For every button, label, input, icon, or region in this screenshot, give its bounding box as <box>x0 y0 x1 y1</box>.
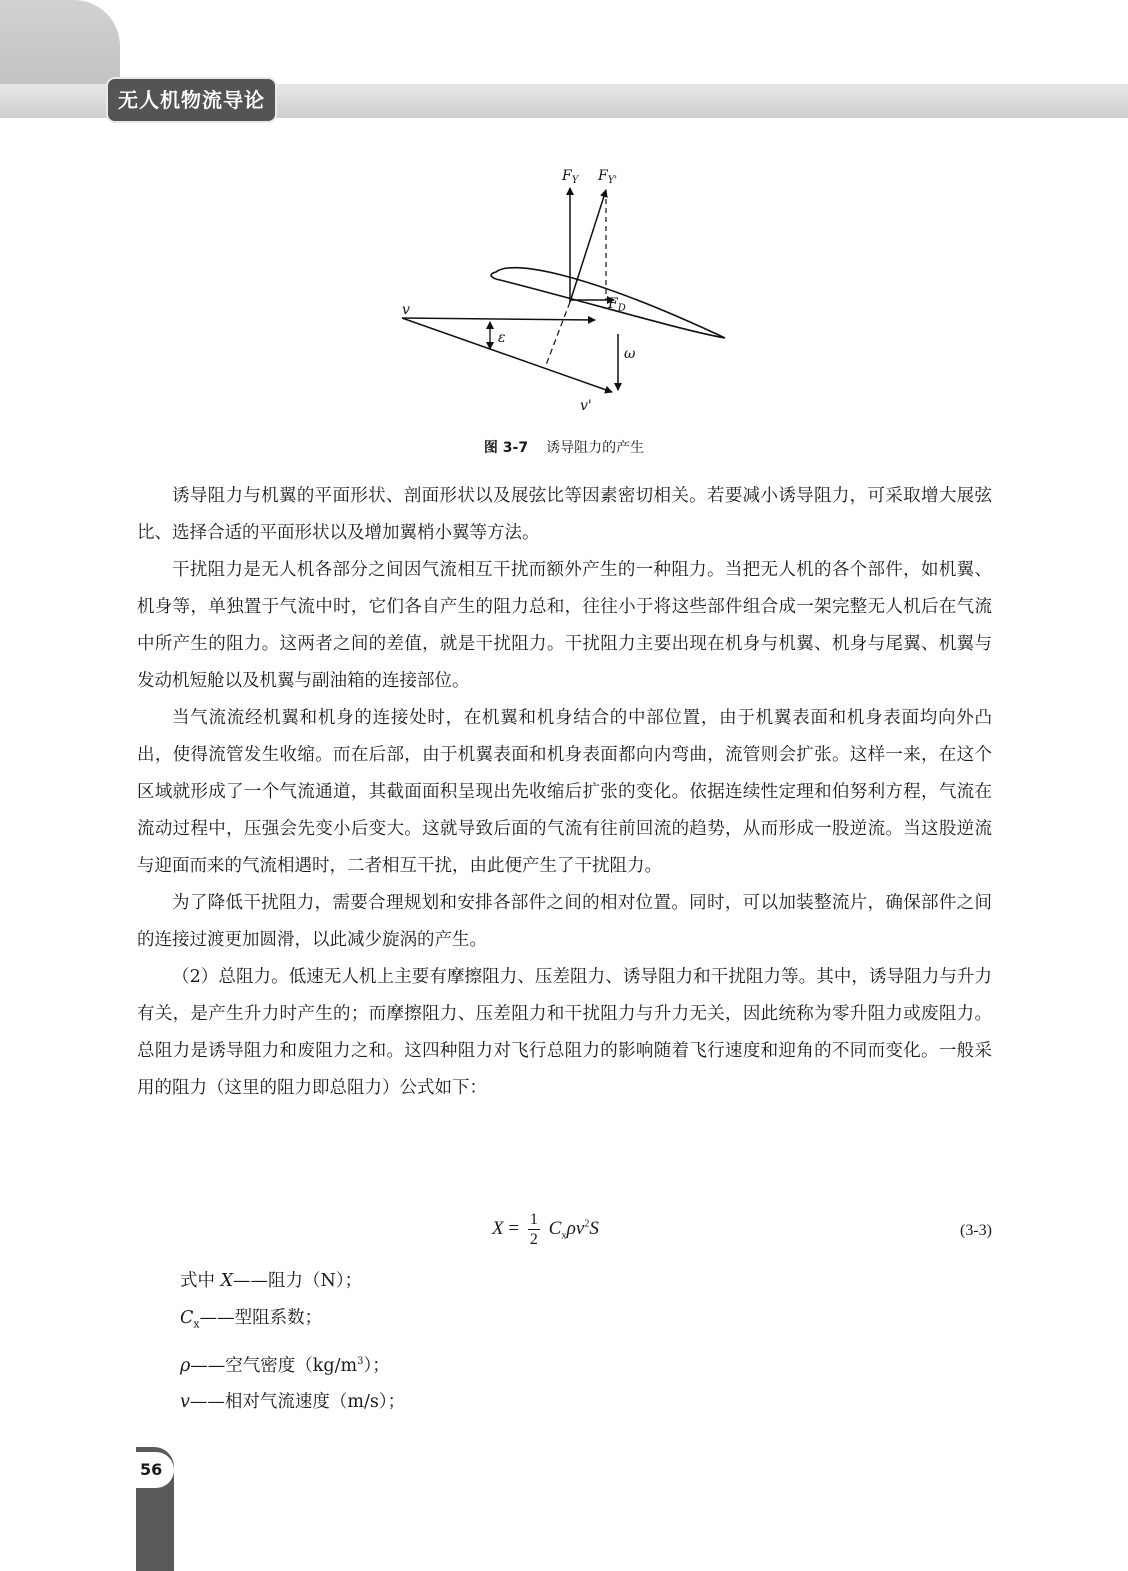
figure-3-7 <box>380 160 750 420</box>
fy-label: $F_Y$ <box>562 168 579 186</box>
paragraph: 当气流流经机翼和机身的连接处时，在机翼和机身结合的中部位置，由于机翼表面和机身表面均向外凸出，使得流管发生收缩。而在后部，由于机翼表面和机身表面都向内弯曲，流管则会扩张。这样一来，在这个区域就形成了一个气流通道，其截面面积呈现出先收缩后扩张的变化。依据连续性定理和伯努利方程，气流在流动过程中，压强会先变小后变大。这就导致后面的气流有往前回流的趋势，从而形成一股逆流。当这股逆流与迎面而来的气流相遇时，二者相互干扰，由此便产生了干扰阻力。 <box>137 708 992 876</box>
body-text-block-1 <box>137 478 992 1107</box>
fy-prime-arrow <box>570 190 606 302</box>
definition-tail: ）； <box>363 1355 390 1376</box>
definition-row <box>180 1300 405 1343</box>
fd-label: $F_D$ <box>608 296 626 314</box>
definition-symbol: X <box>220 1271 234 1291</box>
omega-label: ω <box>624 346 636 362</box>
formula-expression <box>492 1210 599 1249</box>
symbol-definitions <box>180 1263 405 1421</box>
v-label: v <box>402 302 410 318</box>
formula-v-sup: 2 <box>584 1218 590 1230</box>
induced-drag-diagram <box>380 160 750 420</box>
paragraph: 诱导阻力与机翼的平面形状、剖面形状以及展弦比等因素密切相关。若要减小诱导阻力，可采取增大展弦比、选择合适的平面形状以及增加翼梢小翼等方法。 <box>137 486 992 543</box>
definition-desc: ——相对气流速度（m/s）； <box>189 1392 406 1413</box>
formula-c-sub: x <box>561 1229 567 1242</box>
paragraph: 为了降低干扰阻力，需要合理规划和安排各部件之间的相对位置。同时，可以加装整流片，确保部件之间的连接过渡更加圆滑，以此减少旋涡的产生。 <box>137 893 992 950</box>
definition-symbol: v <box>180 1392 190 1413</box>
resultant-dashed-extension <box>546 302 570 365</box>
fraction-denominator: 2 <box>529 1231 538 1248</box>
epsilon-label: ε <box>498 330 506 346</box>
definition-row <box>180 1263 405 1300</box>
formula-s: S <box>589 1217 599 1239</box>
formula-lhs: X <box>492 1217 504 1239</box>
fy-prime-label: $F_{Y'}$ <box>598 168 618 186</box>
formula-fraction <box>528 1210 540 1249</box>
paragraph: （2）总阻力。低速无人机上主要有摩擦阻力、压差阻力、诱导阻力和干扰阻力等。其中，诱导阻力与升力有关，是产生升力时产生的；而摩擦阻力、压差阻力和干扰阻力与升力无关，因此统称为零升阻力或废阻力。总阻力是诱导阻力和废阻力之和。这四种阻力对飞行总阻力的影响随着飞行速度和迎角的不同而变化。一般采用的阻力（这里的阻力即总阻力）公式如下： <box>137 967 992 1098</box>
definition-desc: ——空气密度（kg/m <box>190 1355 358 1376</box>
definition-unit-sup: 3 <box>357 1355 364 1367</box>
definition-intro: 式中 <box>180 1271 215 1291</box>
definition-symbol: C <box>180 1308 194 1328</box>
formula-equals: = <box>508 1217 520 1239</box>
definition-sub: x <box>193 1317 200 1331</box>
caption-number: 图 3-7 <box>483 440 529 456</box>
figure-caption <box>0 437 1128 457</box>
v-prime-label: v' <box>580 398 592 414</box>
definition-row <box>180 1384 405 1421</box>
drag-formula <box>137 1208 992 1258</box>
v-arrow <box>402 318 595 320</box>
formula-c: C <box>548 1217 562 1239</box>
fraction-numerator: 1 <box>529 1211 538 1228</box>
v-prime-arrow <box>402 318 612 392</box>
definition-desc: ——型阻系数； <box>199 1308 323 1328</box>
formula-rho: ρ <box>566 1217 576 1239</box>
equation-number: (3-3) <box>960 1222 992 1239</box>
formula-v: v <box>575 1217 585 1239</box>
definition-desc: ——阻力（N）； <box>233 1271 363 1291</box>
page-number: 56 <box>136 1452 174 1488</box>
definition-symbol: ρ <box>180 1355 191 1376</box>
caption-text: 诱导阻力的产生 <box>546 440 645 456</box>
definition-row <box>180 1343 405 1385</box>
paragraph: 干扰阻力是无人机各部分之间因气流相互干扰而额外产生的一种阻力。当把无人机的各个部件，如机翼、机身等，单独置于气流中时，它们各自产生的阻力总和，往往小于将这些部件组合成一架完整无人机后在气流中所产生的阻力。这两者之间的差值，就是干扰阻力。干扰阻力主要出现在机身与机翼、机身与尾翼、机翼与发动机短舱以及机翼与副油箱的连接部位。 <box>137 560 992 691</box>
book-title: 无人机物流导论 <box>106 77 277 123</box>
